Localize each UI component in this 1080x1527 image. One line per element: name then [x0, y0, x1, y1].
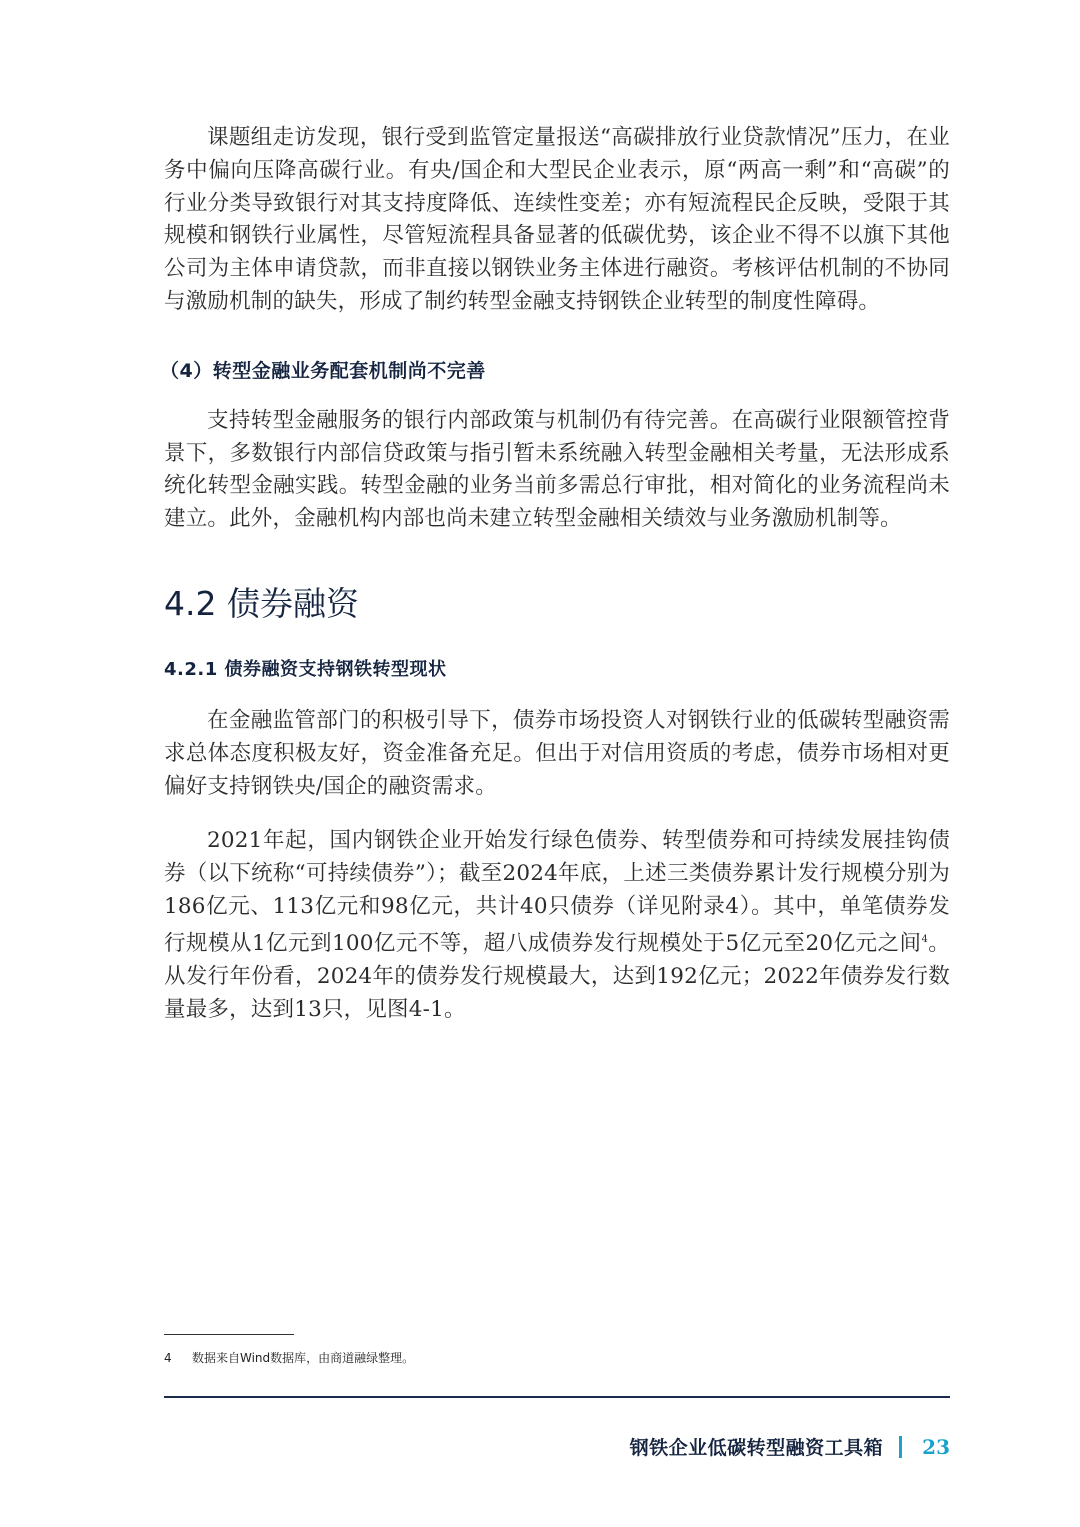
footer-book-title: 钢铁企业低碳转型融资工具箱	[629, 1437, 884, 1459]
subsection-heading-4: （4）转型金融业务配套机制尚不完善	[160, 359, 486, 382]
paragraph-mechanism: 支持转型金融服务的银行内部政策与机制仍有待完善。在高碳行业限额管控背景下，多数银行内部信贷政策与指引暂未系统融入转型金融相关考量，无法形成系统化转型金融实践。转型金融的业务当前多需总行审批，相对简化的业务流程尚未建立。此外，金融机构内部也尚未建立转型金融相关绩效与业务激励机制等。	[164, 407, 950, 532]
paragraph-bond-issuance-part2: 。从发行年份看，2024年的债券发行规模最大，达到192亿元；2022年债券发行数量最多，达到13只，见图4-1。	[164, 930, 951, 1022]
paragraph-bank-pressure: 课题组走访发现，银行受到监管定量报送“高碳排放行业贷款情况”压力，在业务中偏向压降高碳行业。有央/国企和大型民企业表示，原“两高一剩”和“高碳”的行业分类导致银行对其支持度降低、连续性变差；亦有短流程民企反映，受限于其规模和钢铁行业属性，尽管短流程具备显著的低碳优势，该企业不得不以旗下其他公司为主体申请贷款，而非直接以钢铁业务主体进行融资。考核评估机制的不协同与激励机制的缺失，形成了制约转型金融支持钢铁企业转型的制度性障碍。	[164, 125, 950, 314]
footnote-number: 4	[164, 1351, 172, 1365]
section-heading-4-2: 4.2 债券融资	[164, 583, 359, 623]
footer-separator	[899, 1436, 902, 1458]
footnote-text: 数据来自Wind数据库，由商道融绿整理。	[192, 1351, 415, 1365]
paragraph-bond-issuance-part1: 2021年起，国内钢铁企业开始发行绿色债券、转型债券和可持续发展挂钩债券（以下统称“可持续债券”）；截至2024年底，上述三类债券累计发行规模分别为186亿元、113亿元和98亿元，共计40只债券（详见附录4）。其中，单笔债券发行规模从1亿元到100亿元不等，超八成债券发行规模处于5亿元至20亿元之间	[164, 828, 950, 956]
subsection-heading-4-2-1: 4.2.1 债券融资支持钢铁转型现状	[164, 658, 447, 680]
paragraph-bond-market: 在金融监管部门的积极引导下，债券市场投资人对钢铁行业的低碳转型融资需求总体态度积极友好，资金准备充足。但出于对信用资质的考虑，债券市场相对更偏好支持钢铁央/国企的融资需求。	[164, 707, 950, 799]
main-content	[160, 122, 951, 1026]
footnote-divider	[164, 1334, 294, 1335]
paragraph-bond-issuance	[164, 825, 950, 1026]
footnote	[164, 1349, 414, 1366]
footnote-ref[interactable]: 4	[921, 933, 929, 945]
page-footer	[630, 1433, 950, 1460]
footer-divider	[164, 1396, 950, 1398]
page-number: 23	[922, 1434, 950, 1459]
